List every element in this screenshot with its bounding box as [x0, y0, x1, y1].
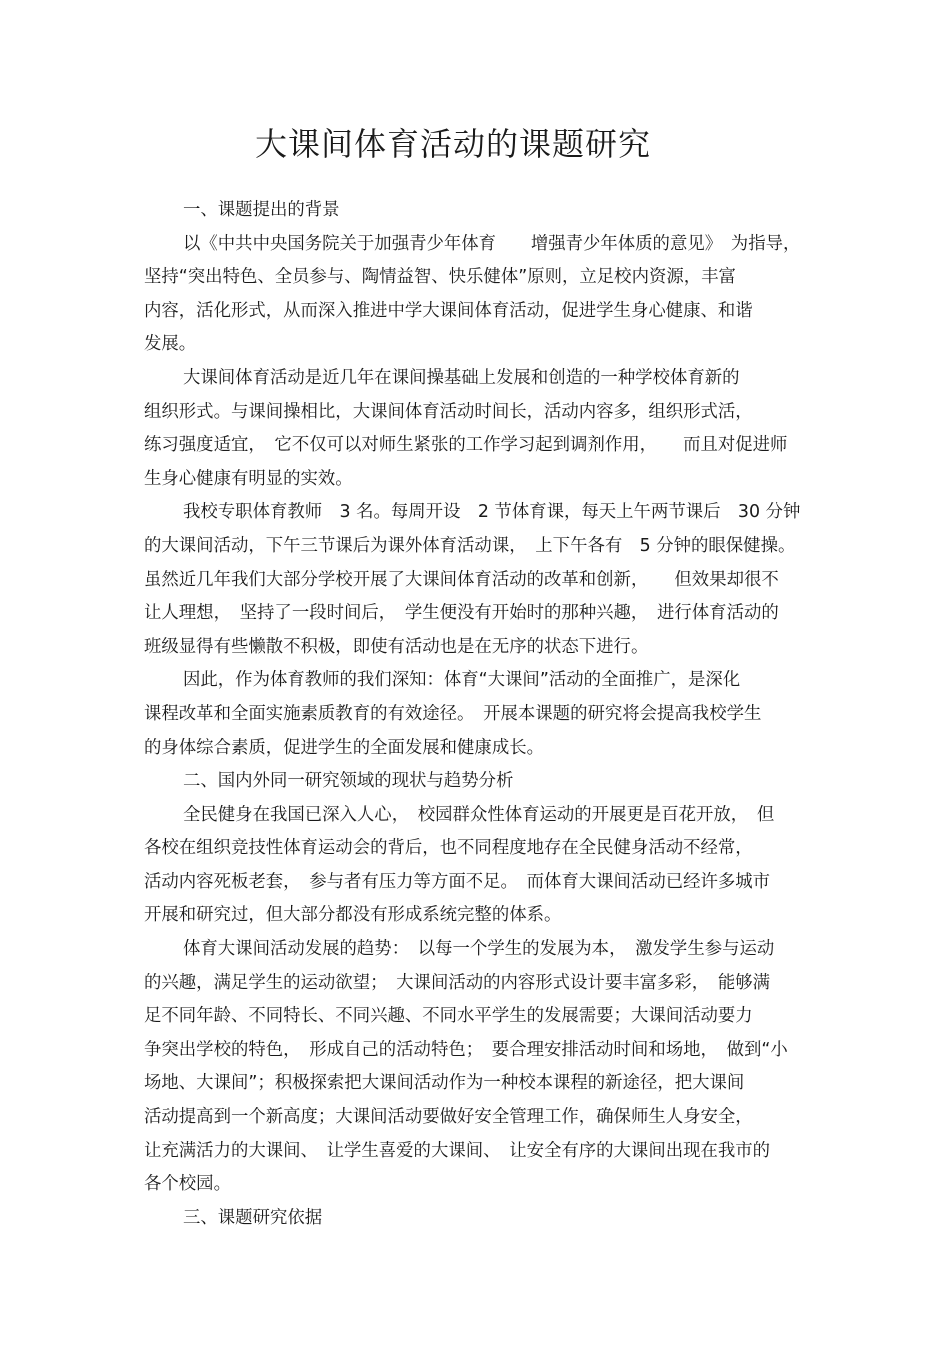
text-line: 让充满活力的大课间、 让学生喜爱的大课间、 让安全有序的大课间出现在我市的	[144, 1140, 771, 1161]
text-line: 的身体综合素质，促进学生的全面发展和健康成长。	[144, 737, 544, 758]
text-line: 以《中共中央国务院关于加强青少年体育 增强青少年体质的意见》 为指导，	[183, 233, 801, 254]
text-line: 班级显得有些懒散不积极，即使有活动也是在无序的状态下进行。	[144, 636, 649, 657]
text-line: 场地、大课间”；积极探索把大课间活动作为一种校本课程的新途径，把大课间	[144, 1073, 745, 1094]
text-line: 虽然近几年我们大部分学校开展了大课间体育活动的改革和创新， 但效果却很不	[144, 569, 779, 590]
text-line: 各个校园。	[144, 1174, 231, 1195]
text-line: 因此，作为体育教师的我们深知：体育“大课间”活动的全面推广，是深化	[183, 670, 741, 691]
text-line: 体育大课间活动发展的趋势： 以每一个学生的发展为本， 激发学生参与运动	[183, 939, 775, 960]
text-line: 活动内容死板老套， 参与者有压力等方面不足。 而体育大课间活动已经许多城市	[144, 871, 771, 892]
text-line: 内容，活化形式，从而深入推进中学大课间体育活动，促进学生身心健康、和谐	[144, 300, 753, 321]
text-line: 一、课题提出的背景	[183, 200, 340, 220]
text-line: 足不同年龄、不同特长、不同兴趣、不同水平学生的发展需要；大课间活动要力	[144, 1006, 753, 1027]
text-line: 三、课题研究依据	[183, 1207, 323, 1228]
text-line: 发展。	[144, 334, 197, 355]
text-line: 课程改革和全面实施素质教育的有效途径。 开展本课题的研究将会提高我校学生	[144, 703, 762, 724]
text-line: 我校专职体育教师 3 名。每周开设 2 节体育课，每天上午两节课后 30 分钟	[183, 502, 801, 523]
text-line: 生身心健康有明显的实效。	[144, 468, 353, 489]
text-line: 争突出学校的特色， 形成自己的活动特色； 要合理安排活动时间和场地， 做到“小	[144, 1039, 788, 1060]
text-line: 的兴趣，满足学生的运动欲望； 大课间活动的内容形式设计要丰富多彩， 能够满	[144, 972, 771, 993]
text-line: 各校在组织竞技性体育运动会的背后，也不同程度地存在全民健身活动不经常，	[144, 838, 753, 859]
text-line: 组织形式。与课间操相比，大课间体育活动时间长，活动内容多，组织形式活，	[144, 401, 753, 422]
text-line: 活动提高到一个新高度；大课间活动要做好安全管理工作，确保师生人身安全，	[144, 1107, 753, 1128]
text-line: 大课间体育活动是近几年在课间操基础上发展和创造的一种学校体育新的	[183, 367, 740, 388]
page-title: 大课间体育活动的课题研究	[254, 125, 651, 163]
text-line: 开展和研究过，但大部分都没有形成系统完整的体系。	[144, 905, 562, 926]
text-line: 坚持“突出特色、全员参与、陶情益智、快乐健体”原则，立足校内资源，丰富	[144, 267, 736, 288]
text-line: 练习强度适宜， 它不仅可以对师生紧张的工作学习起到调剂作用， 而且对促进师	[144, 435, 788, 456]
text-line: 全民健身在我国已深入人心， 校园群众性体育运动的开展更是百花开放， 但	[183, 804, 775, 825]
document-body	[144, 194, 810, 1235]
text-line: 二、国内外同一研究领域的现状与趋势分析	[183, 771, 514, 792]
text-line: 的大课间活动，下午三节课后为课外体育活动课， 上下午各有 5 分钟的眼保健操。	[144, 535, 796, 556]
text-line: 让人理想， 坚持了一段时间后， 学生便没有开始时的那种兴趣， 进行体育活动的	[144, 603, 779, 624]
